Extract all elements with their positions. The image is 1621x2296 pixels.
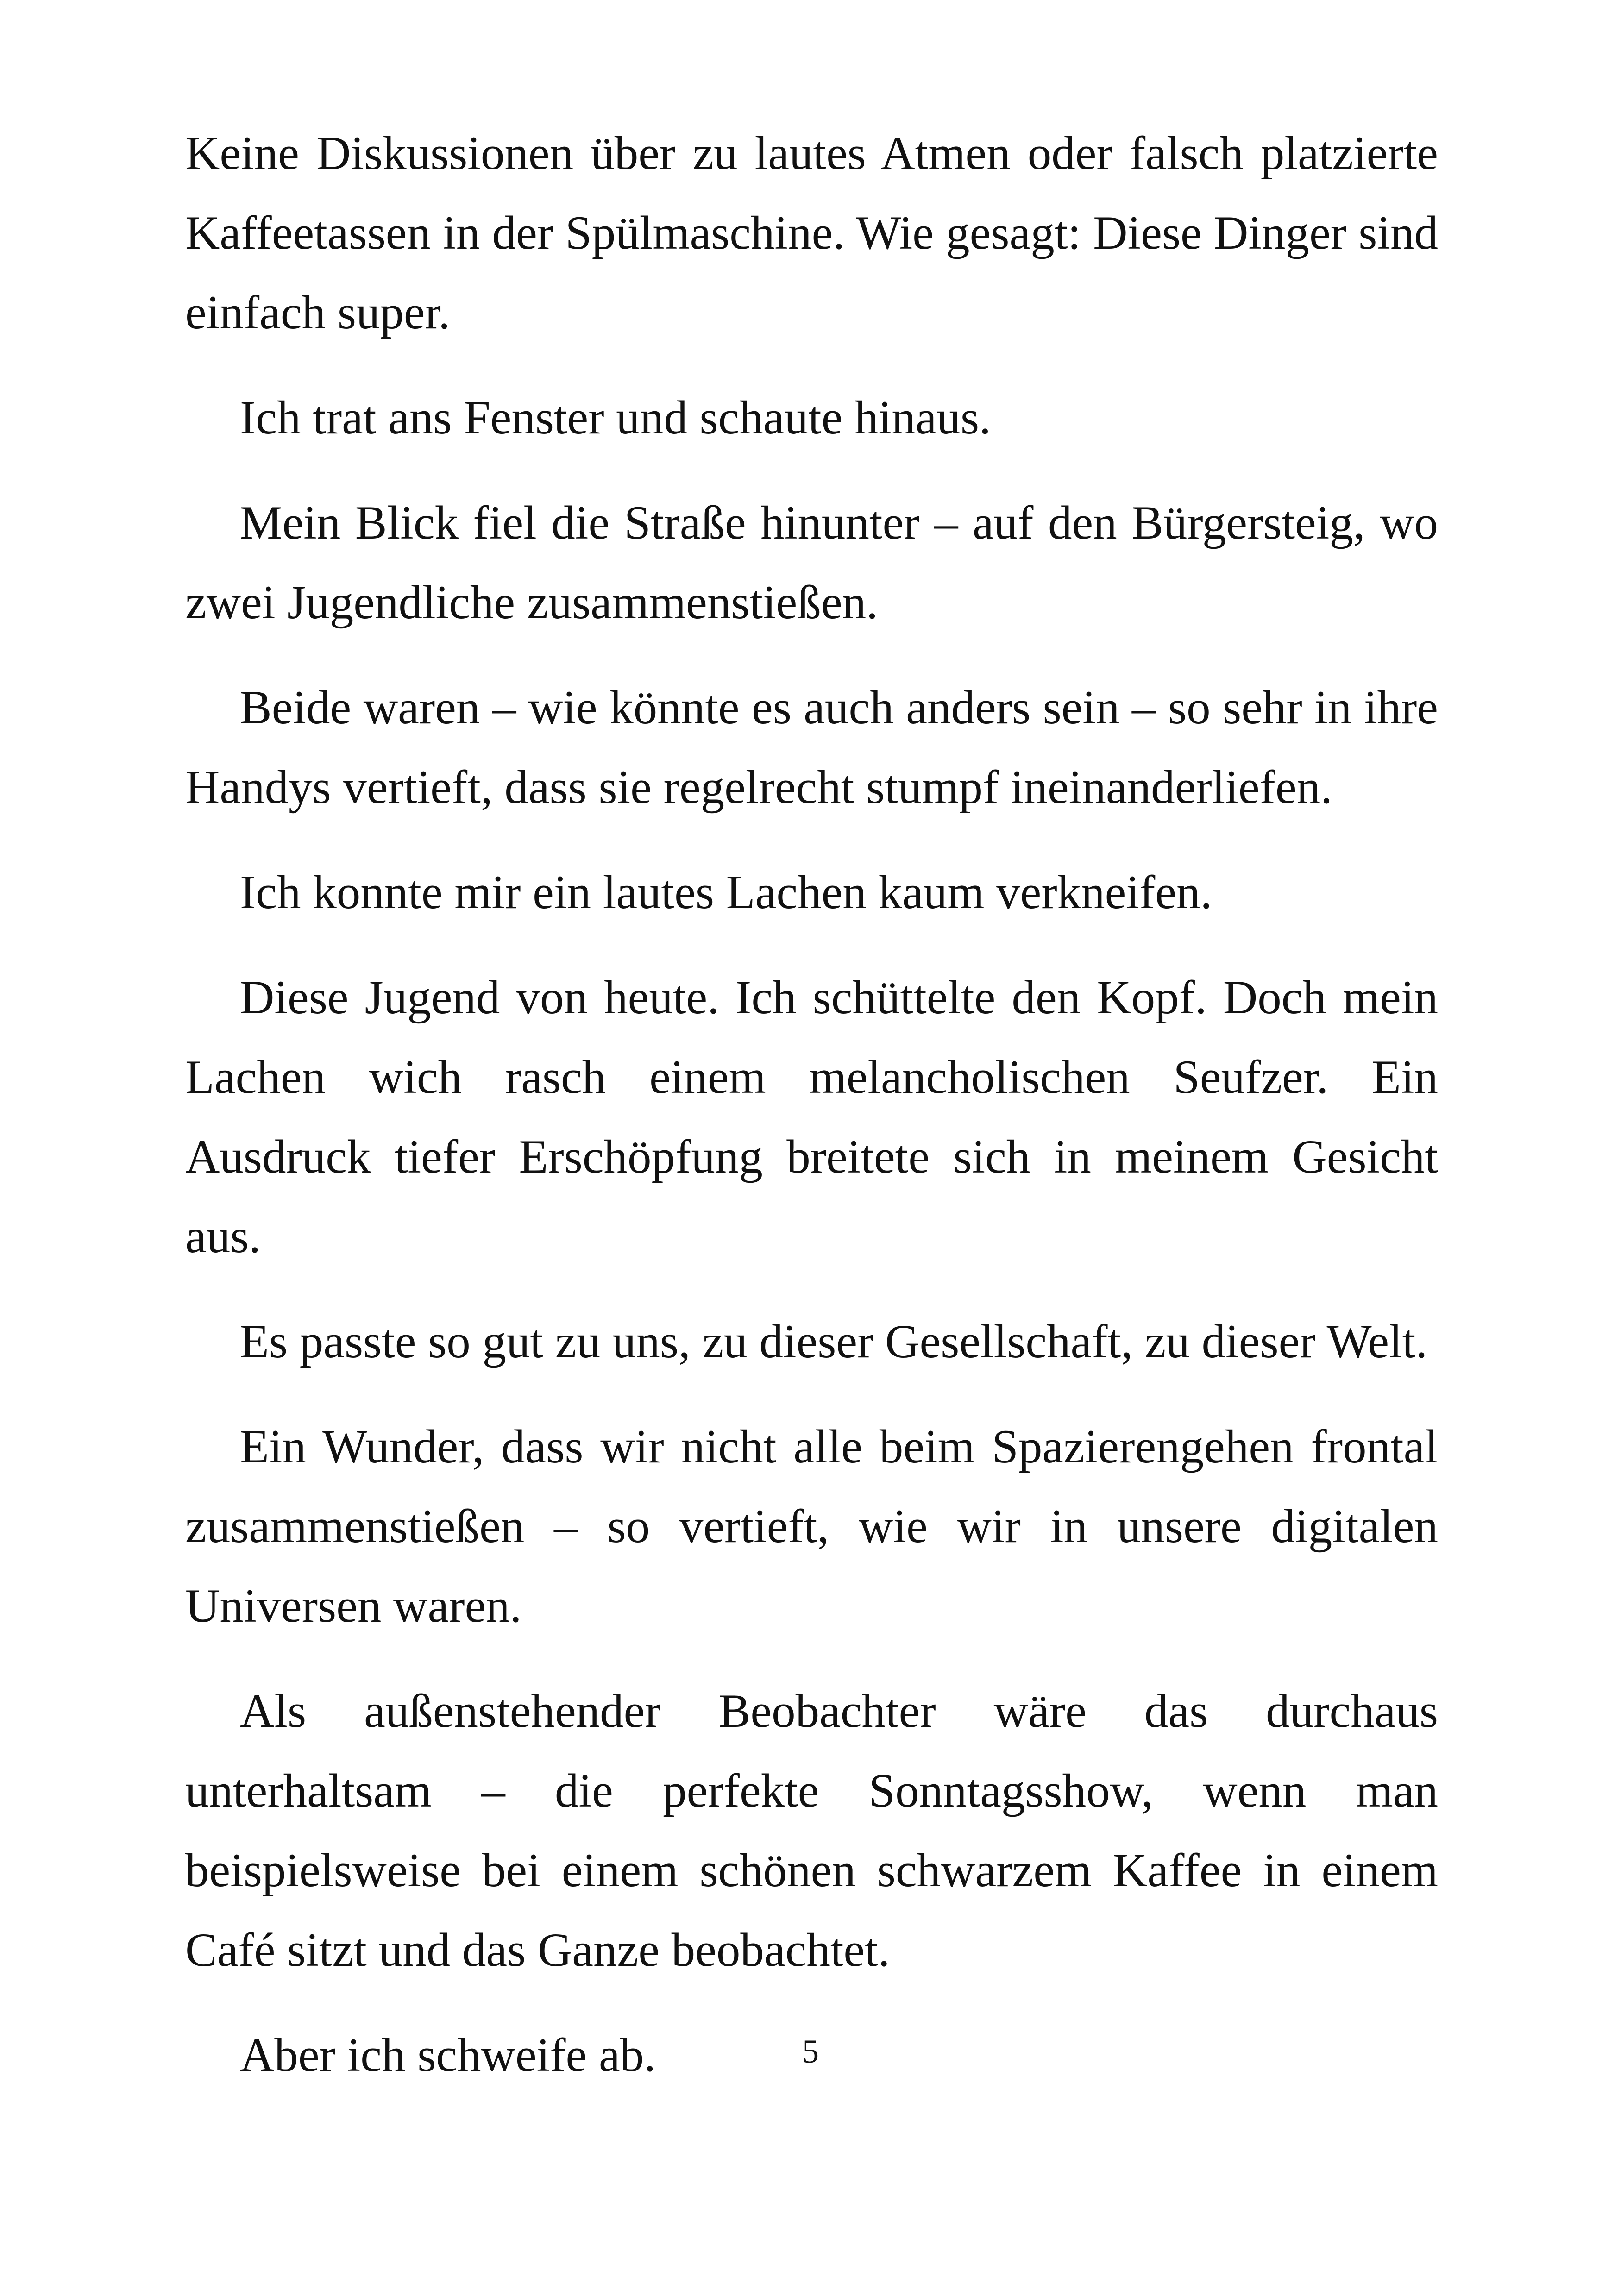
paragraph-continuation: Keine Diskussionen über zu lautes Atmen oder falsch platzierte Kaffeetassen in der Spülmaschine. Wie gesagt: Diese Dinger sind einfach super. bbox=[185, 127, 1438, 339]
paragraph: Beide waren – wie könnte es auch anders sein – so sehr in ihre Handys vertieft, dass sie regelrecht stumpf ineinanderliefen. bbox=[185, 681, 1438, 814]
page-number: 5 bbox=[802, 2033, 819, 2070]
paragraph: Ich trat ans Fenster und schaute hinaus. bbox=[240, 391, 991, 444]
paragraph: Mein Blick fiel die Straße hinunter – auf den Bürgersteig, wo zwei Jugendliche zusammenstießen. bbox=[185, 496, 1438, 629]
paragraph: Aber ich schweife ab. bbox=[240, 2029, 656, 2082]
paragraph: Diese Jugend von heute. Ich schüttelte den Kopf. Doch mein Lachen wich rasch einem melancholischen Seufzer. Ein Ausdruck tiefer Erschöpfung breitete sich in meinem Gesicht aus. bbox=[185, 971, 1438, 1263]
paragraph: Ein Wunder, dass wir nicht alle beim Spazierengehen frontal zusammenstießen – so vertieft, wie wir in unsere digitalen Universen waren. bbox=[185, 1420, 1438, 1632]
paragraph: Als außenstehender Beobachter wäre das durchaus unterhaltsam – die perfekte Sonntagsshow, wenn man beispielsweise bei einem schönen schwarzem Kaffee in einem Café sitzt und das Ganze beobachtet. bbox=[185, 1685, 1438, 1976]
paragraph: Ich konnte mir ein lautes Lachen kaum verkneifen. bbox=[240, 866, 1213, 919]
paragraph: Es passte so gut zu uns, zu dieser Gesellschaft, zu dieser Welt. bbox=[240, 1315, 1428, 1368]
body-text bbox=[185, 113, 1438, 2120]
